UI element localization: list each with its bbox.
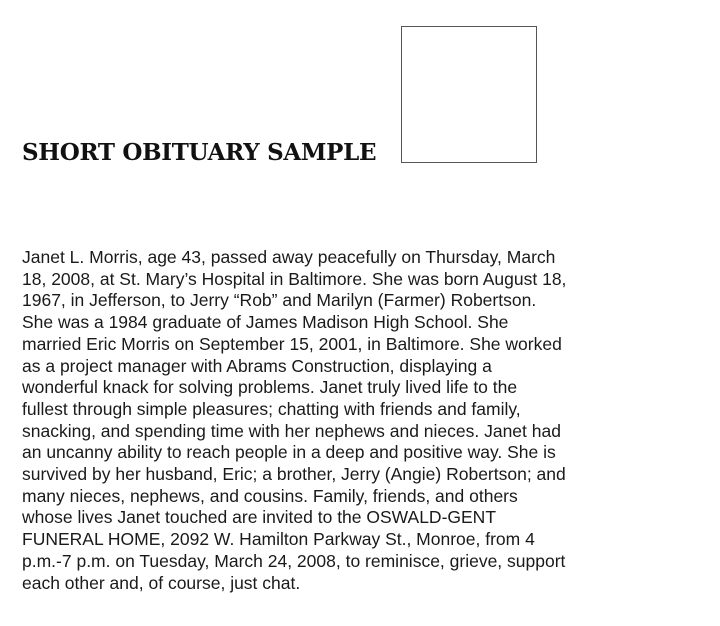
obituary-line: 18, 2008, at St. Mary’s Hospital in Baltimore. She was born August 18, [22,268,567,289]
photo-placeholder [401,26,537,163]
obituary-line: fullest through simple pleasures; chatting with friends and family, [22,398,521,419]
obituary-line: 1967, in Jefferson, to Jerry “Rob” and Marilyn (Farmer) Robertson. [22,290,537,311]
obituary-line: married Eric Morris on September 15, 2001, in Baltimore. She worked [22,333,562,354]
obituary-line: p.m.-7 p.m. on Tuesday, March 24, 2008, to reminisce, grieve, support [22,550,566,571]
obituary-line: wonderful knack for solving problems. Janet truly lived life to the [22,377,518,398]
obituary-line: survived by her husband, Eric; a brother, Jerry (Angie) Robertson; and [22,464,566,485]
obituary-line: FUNERAL HOME, 2092 W. Hamilton Parkway St., Monroe, from 4 [22,529,535,550]
obituary-line: Janet L. Morris, age 43, passed away peacefully on Thursday, March [22,247,556,267]
obituary-line: as a project manager with Abrams Construction, displaying a [22,355,492,376]
obituary-line: an uncanny ability to reach people in a deep and positive way. She is [22,442,556,463]
obituary-line: whose lives Janet touched are invited to the OSWALD-GENT [22,507,497,528]
obituary-line: snacking, and spending time with her nephews and nieces. Janet had [22,420,561,441]
obituary-line: each other and, of course, just chat. [22,572,301,593]
obituary-line: She was a 1984 graduate of James Madison High School. She [22,312,509,333]
obituary-line: many nieces, nephews, and cousins. Family, friends, and others [22,485,518,506]
obituary-body [22,247,672,594]
page-title: SHORT OBITUARY SAMPLE [22,139,377,166]
